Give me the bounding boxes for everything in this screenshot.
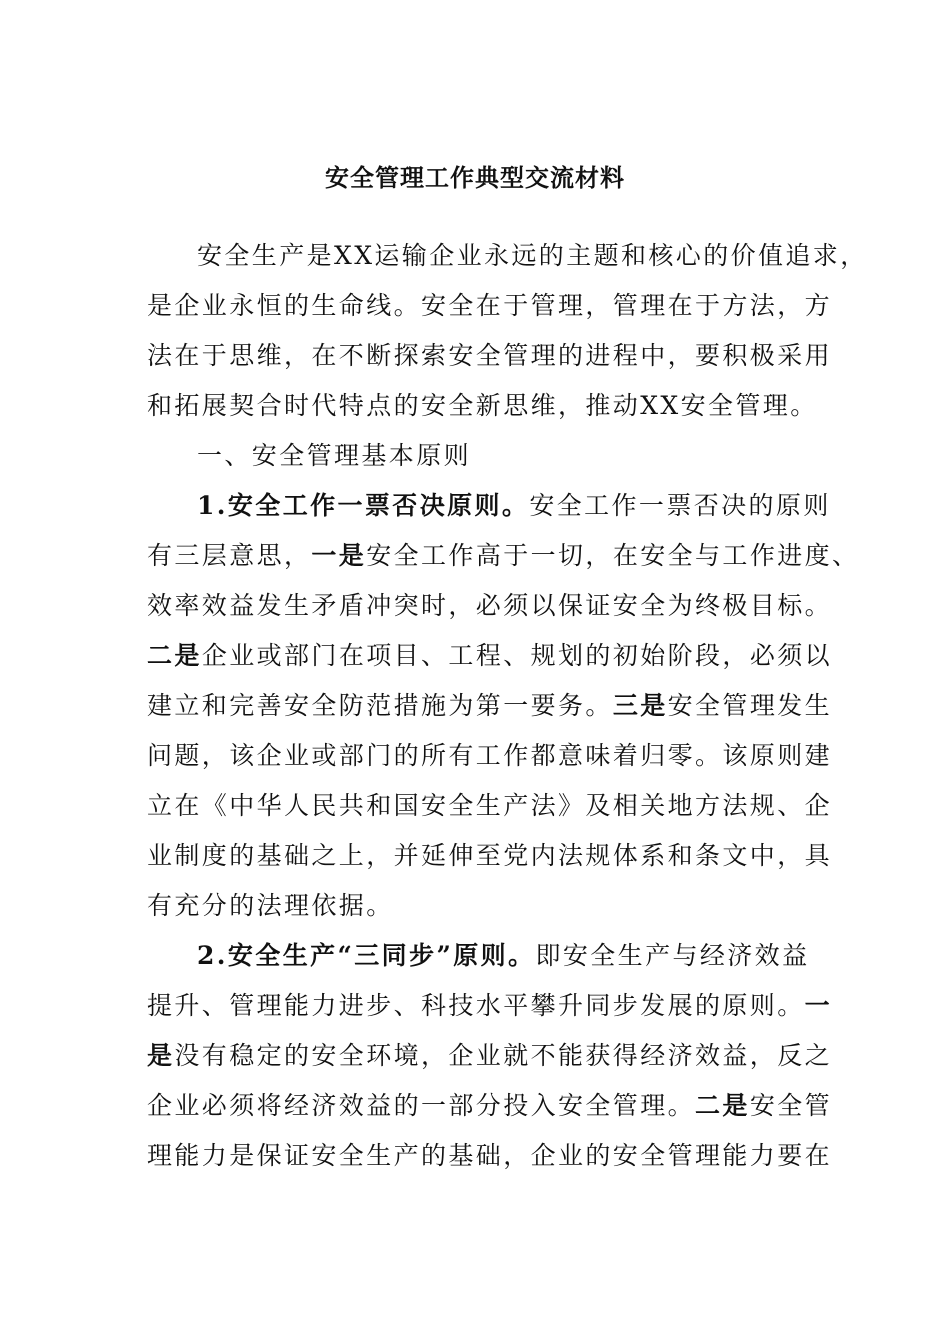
paragraph-text: 没有稳定的安全环境，企业就不能获得经济效益，反之 [174,1041,833,1070]
principle-heading: 2.安全生产“三同步”原则。 [197,941,536,970]
paragraph-text: 安全工作高于一切，在安全与工作进度、 [366,541,860,570]
paragraph-line: 有充分的法理依据。 [147,891,394,920]
paragraph-text: 即安全生产与经济效益 [535,941,810,970]
emphasis-marker: 三是 [612,691,668,720]
paragraph-line [147,1088,832,1124]
paragraph-text: 安全管 [749,1091,833,1120]
paragraph-line [147,1038,832,1074]
paragraph-line: 安全生产是XX运输企业永远的主题和核心的价值追求， [197,241,868,270]
paragraph-line: 问题，该企业或部门的所有工作都意味着归零。该原则建 [147,741,833,770]
emphasis-marker: 一 [804,991,833,1020]
paragraph-text: 建立和完善安全防范措施为第一要务。 [147,691,613,720]
paragraph-line: 效率效益发生矛盾冲突时，必须以保证安全为终极目标。 [147,591,833,620]
paragraph-line: 理能力是保证安全生产的基础，企业的安全管理能力要在 [147,1141,833,1170]
paragraph-line [147,988,832,1024]
paragraph-line: 立在《中华人民共和国安全生产法》及相关地方法规、企 [147,791,833,820]
emphasis-marker: 二是 [695,1091,750,1120]
paragraph-line: 法在于思维，在不断探索安全管理的进程中，要积极采用 [147,341,833,370]
paragraph-text: 企业必须将经济效益的一部分投入安全管理。 [147,1091,696,1120]
paragraph-line [147,688,832,724]
principle-heading: 1.安全工作一票否决原则。 [197,491,530,520]
emphasis-marker: 一是 [311,541,367,570]
emphasis-marker: 是 [147,1041,175,1070]
paragraph-line [147,638,832,674]
paragraph-line: 和拓展契合时代特点的安全新思维，推动XX安全管理。 [147,391,818,420]
paragraph-line [197,938,809,974]
paragraph-line [147,538,859,574]
document-title: 安全管理工作典型交流材料 [325,163,625,192]
paragraph-text: 有三层意思， [147,541,312,570]
paragraph-text: 提升、管理能力进步、科技水平攀升同步发展的原则。 [147,991,805,1020]
section-heading: 一、安全管理基本原则 [197,441,472,470]
paragraph-line: 是企业永恒的生命线。安全在于管理，管理在于方法，方 [147,291,833,320]
paragraph-line [197,488,831,524]
paragraph-text: 安全管理发生 [667,691,833,720]
paragraph-text: 安全工作一票否决的原则 [529,491,831,520]
emphasis-marker: 二是 [147,641,202,670]
paragraph-text: 企业或部门在项目、工程、规划的初始阶段，必须以 [201,641,833,670]
paragraph-line: 业制度的基础之上，并延伸至党内法规体系和条文中，具 [147,841,833,870]
